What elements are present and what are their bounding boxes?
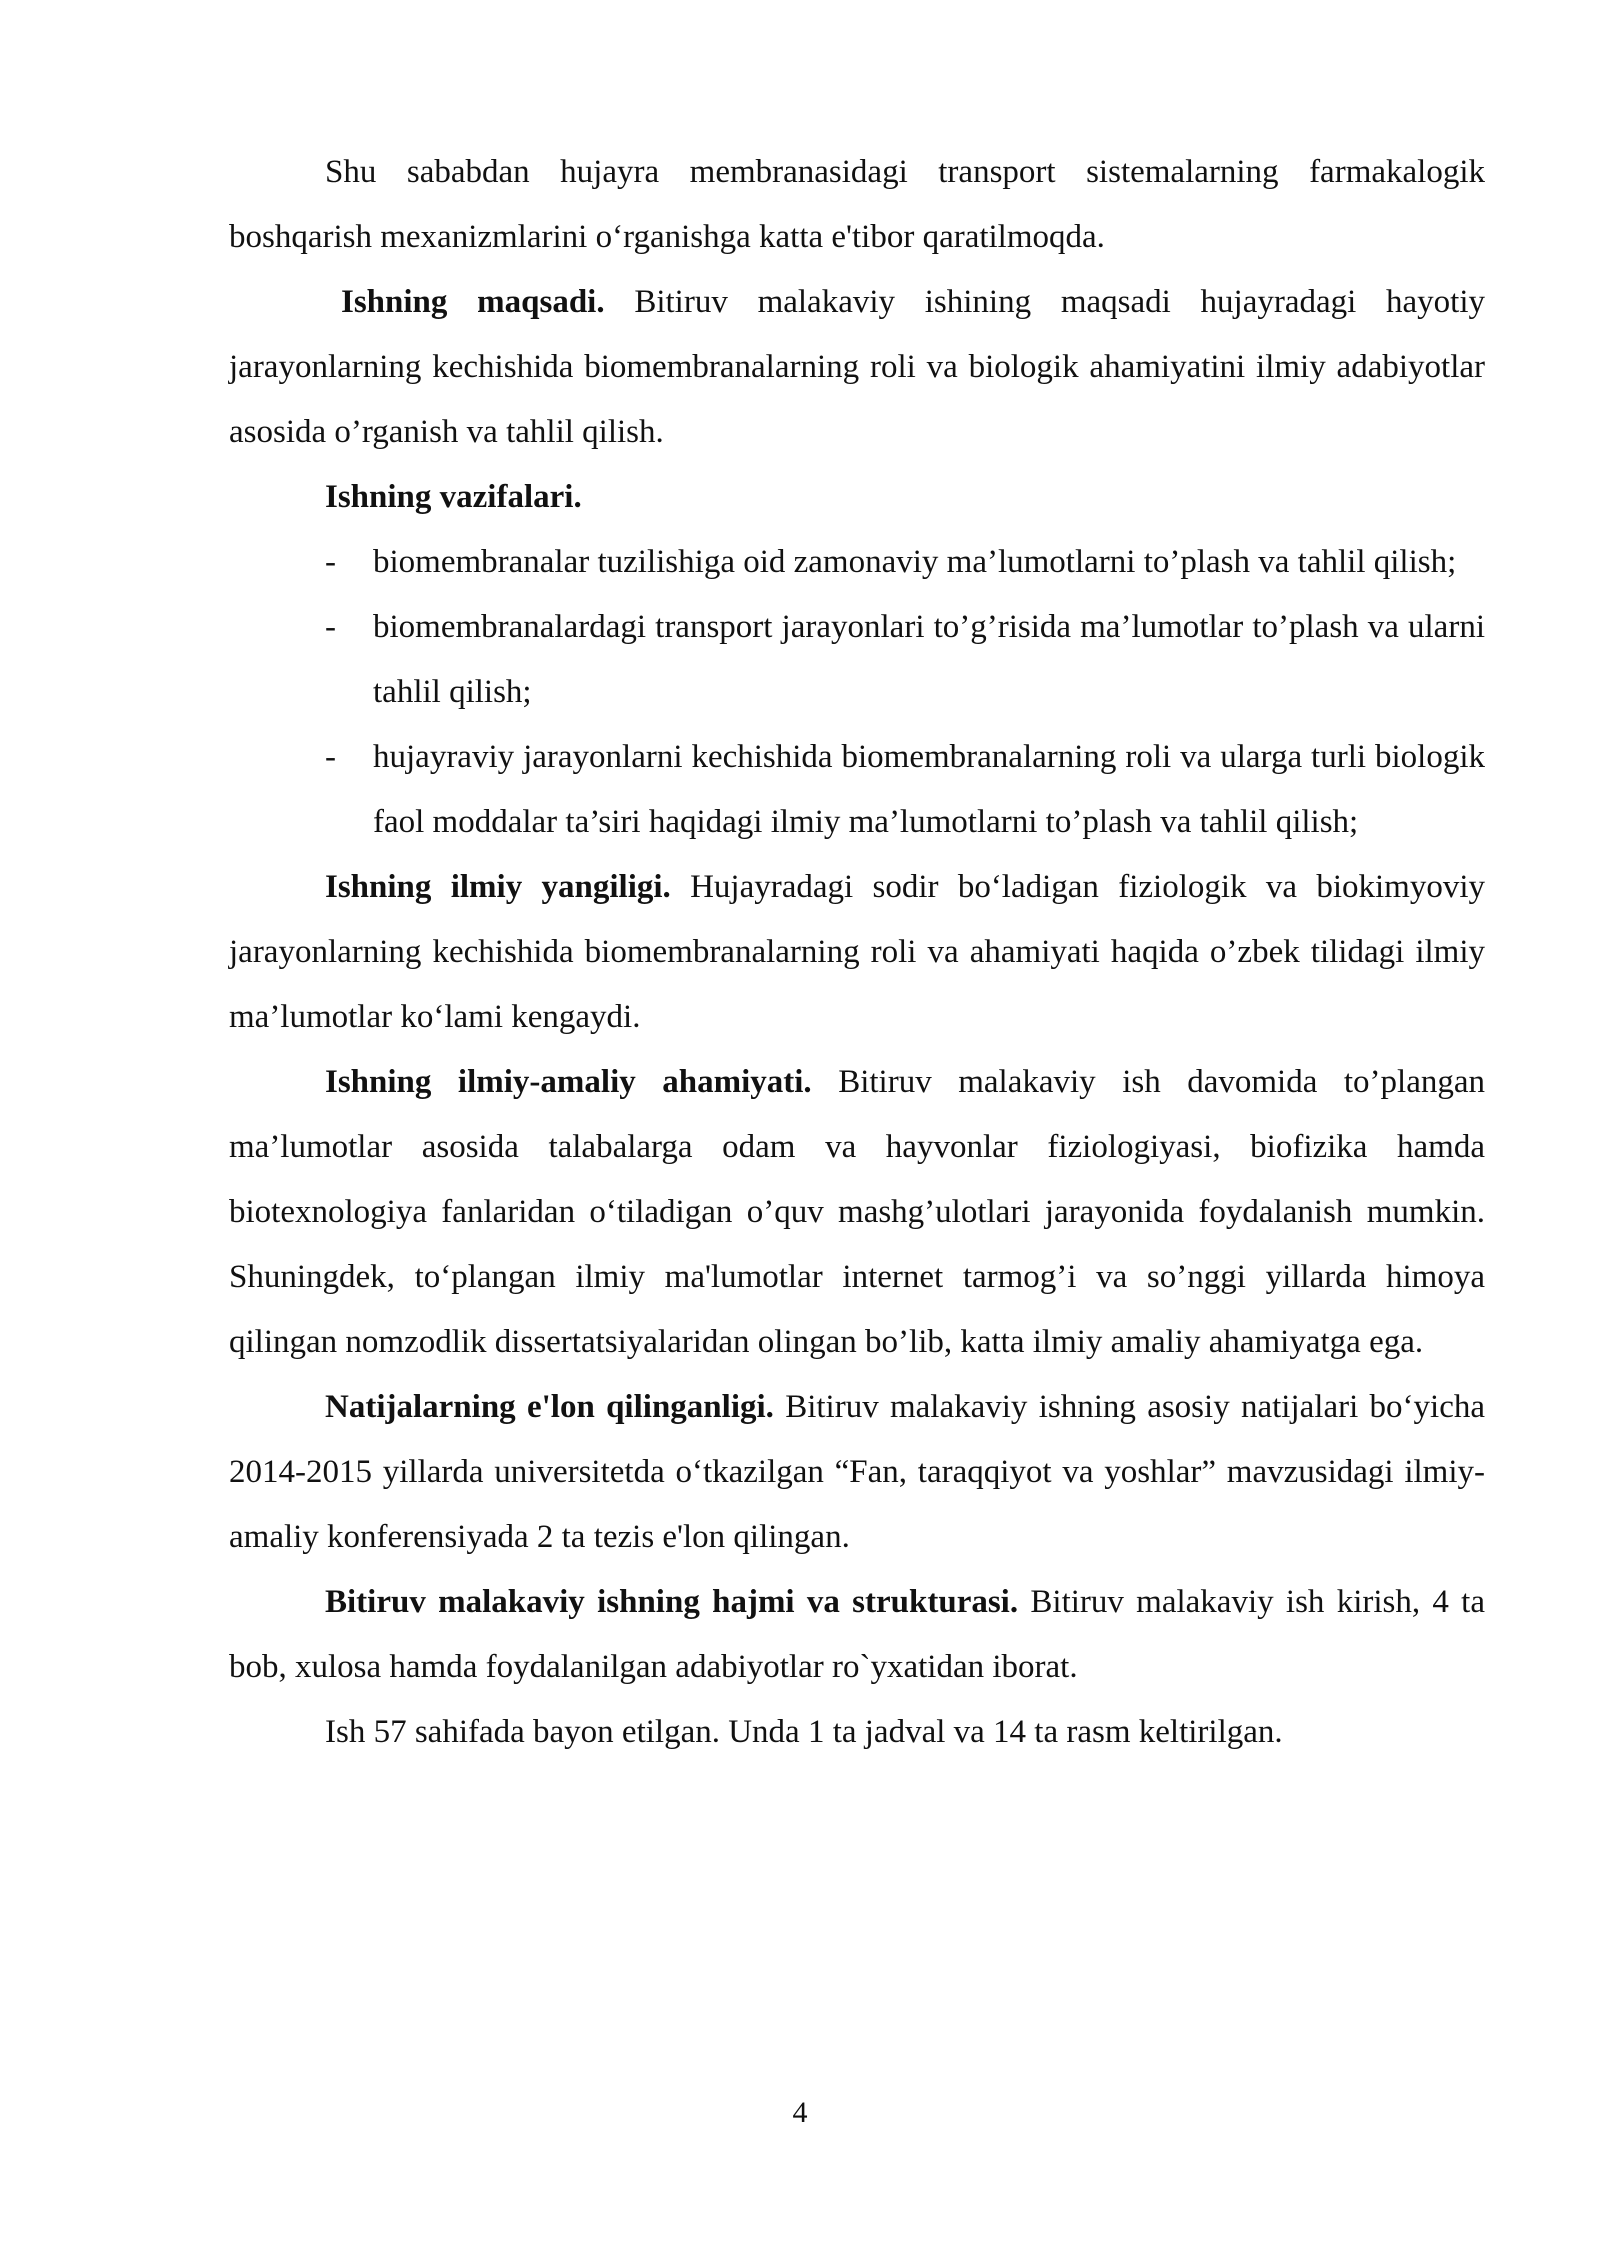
list-item-text: biomembranalardagi transport jarayonlari to’g’risida ma’lumotlar to’plash va ularni tahlil qilish;	[373, 609, 1485, 710]
structure-paragraph	[229, 1570, 1485, 1700]
list-dash: -	[325, 609, 336, 645]
goal-text: Bitiruv malakaviy ishining maqsadi hujayradagi hayotiy jarayonlarning kechishida biomembranalarning roli va biologik ahamiyatini ilmiy adabiyotlar asosida o’rganish va tahlil qilish.	[229, 284, 1485, 450]
list-item-text: biomembranalar tuzilishiga oid zamonaviy ma’lumotlarni to’plash va tahlil qilish;	[373, 544, 1457, 580]
tasks-heading: Ishning vazifalari.	[325, 479, 582, 515]
goal-heading: Ishning maqsadi.	[341, 284, 605, 320]
structure-text: Bitiruv malakaviy ish kirish, 4 ta bob, xulosa hamda foydalanilgan adabiyotlar ro`yxatidan iborat.	[229, 1584, 1485, 1685]
list-dash: -	[325, 739, 336, 775]
publication-heading: Natijalarning e'lon qilinganligi.	[325, 1389, 774, 1425]
novelty-text: Hujayradagi sodir bo‘ladigan fiziologik va biokimyoviy jarayonlarning kechishida biomembranalarning roli va ahamiyati haqida o’zbek tilidagi ilmiy ma’lumotlar ko‘lami kengaydi.	[229, 869, 1485, 1035]
list-item	[229, 595, 1485, 725]
novelty-heading: Ishning ilmiy yangiligi.	[325, 869, 671, 905]
novelty-paragraph	[229, 855, 1485, 1050]
publication-text: Bitiruv malakaviy ishning asosiy natijalari bo‘yicha 2014-2015 yillarda universitetda o‘tkazilgan “Fan, taraqqiyot va yoshlar” mavzusidagi ilmiy-amaliy konferensiyada 2 ta tezis e'lon qilingan.	[229, 1389, 1485, 1555]
list-dash: -	[325, 544, 336, 580]
significance-text: Bitiruv malakaviy ish davomida to’plangan ma’lumotlar asosida talabalarga odam va hayvonlar fiziologiyasi, biofizika hamda biotexnologiya fanlaridan o‘tiladigan o’quv mashg’ulotlari jarayonida foydalanish mumkin. Shuningdek, to‘plangan ilmiy ma'lumotlar internet tarmog’i va so’nggi yillarda himoya qilingan nomzodlik dissertatsiyalaridan olingan bo’lib, katta ilmiy amaliy ahamiyatga ega.	[229, 1064, 1486, 1360]
page-number: 4	[792, 2096, 808, 2129]
tasks-list	[229, 530, 1485, 855]
volume-paragraph: Ish 57 sahifada bayon etilgan. Unda 1 ta jadval va 14 ta rasm keltirilgan.	[325, 1714, 1283, 1750]
list-item	[229, 530, 1485, 595]
significance-paragraph	[229, 1050, 1485, 1375]
document-body	[229, 140, 1485, 1765]
structure-heading: Bitiruv malakaviy ishning hajmi va strukturasi.	[325, 1584, 1019, 1620]
tasks-heading-paragraph	[229, 465, 1485, 530]
intro-paragraph: Shu sababdan hujayra membranasidagi transport sistemalarning farmakalogik boshqarish mexanizmlarini o‘rganishga katta e'tibor qaratilmoqda.	[229, 154, 1485, 255]
list-item-text: hujayraviy jarayonlarni kechishida biomembranalarning roli va ularga turli biologik faol moddalar ta’siri haqidagi ilmiy ma’lumotlarni to’plash va tahlil qilish;	[373, 739, 1485, 840]
goal-paragraph	[229, 270, 1485, 465]
publication-paragraph	[229, 1375, 1485, 1570]
significance-heading: Ishning ilmiy-amaliy ahamiyati.	[325, 1064, 812, 1100]
list-item	[229, 725, 1485, 855]
